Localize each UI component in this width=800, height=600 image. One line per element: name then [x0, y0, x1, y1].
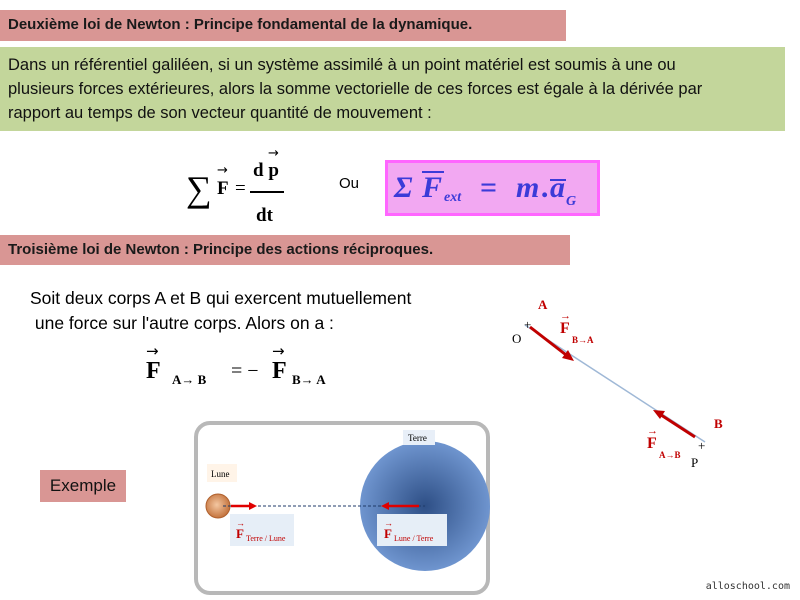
formula-f: F [272, 358, 287, 384]
vector-arrow-icon: → [236, 518, 245, 528]
label-f: F [647, 435, 657, 452]
force-arrow-a-on-b [658, 413, 695, 437]
sum-symbol: ∑ [186, 169, 212, 209]
formula-box-highlight [385, 160, 600, 216]
definition-line: Dans un référentiel galiléen, si un système assimilé à un point matériel est soumis à une ou [8, 56, 676, 74]
label-a: A [538, 297, 548, 312]
subscript-a-to-b: A→B [659, 450, 681, 460]
point-marker-plus-icon: + [524, 317, 532, 332]
label-terre: Terre [408, 433, 427, 443]
label-f: F [560, 320, 570, 337]
label-f: F [384, 526, 392, 541]
action-reaction-diagram [490, 285, 740, 475]
example-label: Exemple [40, 470, 126, 502]
label-f: F [236, 526, 244, 541]
vector-arrow-icon: → [217, 163, 228, 178]
subscript-b-to-a: B→A [572, 335, 594, 345]
label-b: B [714, 416, 723, 431]
formula-m: m [516, 171, 540, 204]
formula-f: F [422, 171, 443, 204]
formula-denominator: dt [256, 205, 273, 226]
text-line: une force sur l'autre corps. Alors on a : [30, 313, 334, 333]
subscript-a-to-b: A→ B [172, 372, 207, 387]
formula-numerator: d p [253, 160, 279, 181]
label-o: O [512, 331, 522, 346]
vector-arrow-icon: → [146, 342, 159, 360]
subscript-terre-lune: Terre / Lune [246, 534, 286, 543]
formula-a: a [550, 171, 565, 204]
formula-sum-fext-mag [388, 163, 597, 213]
third-law-text [30, 286, 411, 336]
subscript-g: G [566, 194, 577, 209]
vector-arrow-icon: → [560, 310, 571, 322]
point-marker-plus-icon: + [698, 438, 706, 453]
subscript-ext: ext [444, 190, 462, 205]
moon-circle [206, 494, 230, 518]
formula-dot: . [542, 171, 550, 204]
vector-arrow-icon: → [647, 425, 658, 437]
sigma-symbol: Σ [394, 171, 413, 204]
formula-equals: = [235, 178, 246, 199]
vector-arrow-icon: → [268, 146, 279, 161]
formula-equals-minus: = − [231, 360, 259, 382]
text-line: Soit deux corps A et B qui exercent mutuellement [30, 288, 412, 308]
heading-second-law: Deuxième loi de Newton : Principe fondamental de la dynamique. [0, 10, 566, 41]
heading-third-law: Troisième loi de Newton : Principe des actions réciproques. [0, 235, 570, 265]
fraction-bar [250, 191, 284, 193]
label-p: P [691, 455, 699, 470]
or-label: Ou [339, 175, 360, 192]
second-law-definition [0, 47, 785, 131]
formula-f: F [146, 358, 161, 384]
label-lune: Lune [211, 469, 230, 479]
vector-arrow-icon: → [272, 342, 285, 360]
earth-moon-diagram [193, 420, 493, 598]
definition-line: plusieurs forces extérieures, alors la somme vectorielle de ces forces est égale à la dérivée par [8, 80, 703, 98]
footer-watermark: alloschool.com [705, 581, 790, 592]
formula-f: F [217, 178, 229, 199]
subscript-b-to-a: B→ A [292, 372, 326, 387]
vector-arrow-icon: → [384, 518, 393, 528]
subscript-lune-terre: Lune / Terre [394, 534, 434, 543]
definition-line: rapport au temps de son vecteur quantité de mouvement : [8, 104, 432, 122]
formula-equals: = [480, 171, 498, 204]
